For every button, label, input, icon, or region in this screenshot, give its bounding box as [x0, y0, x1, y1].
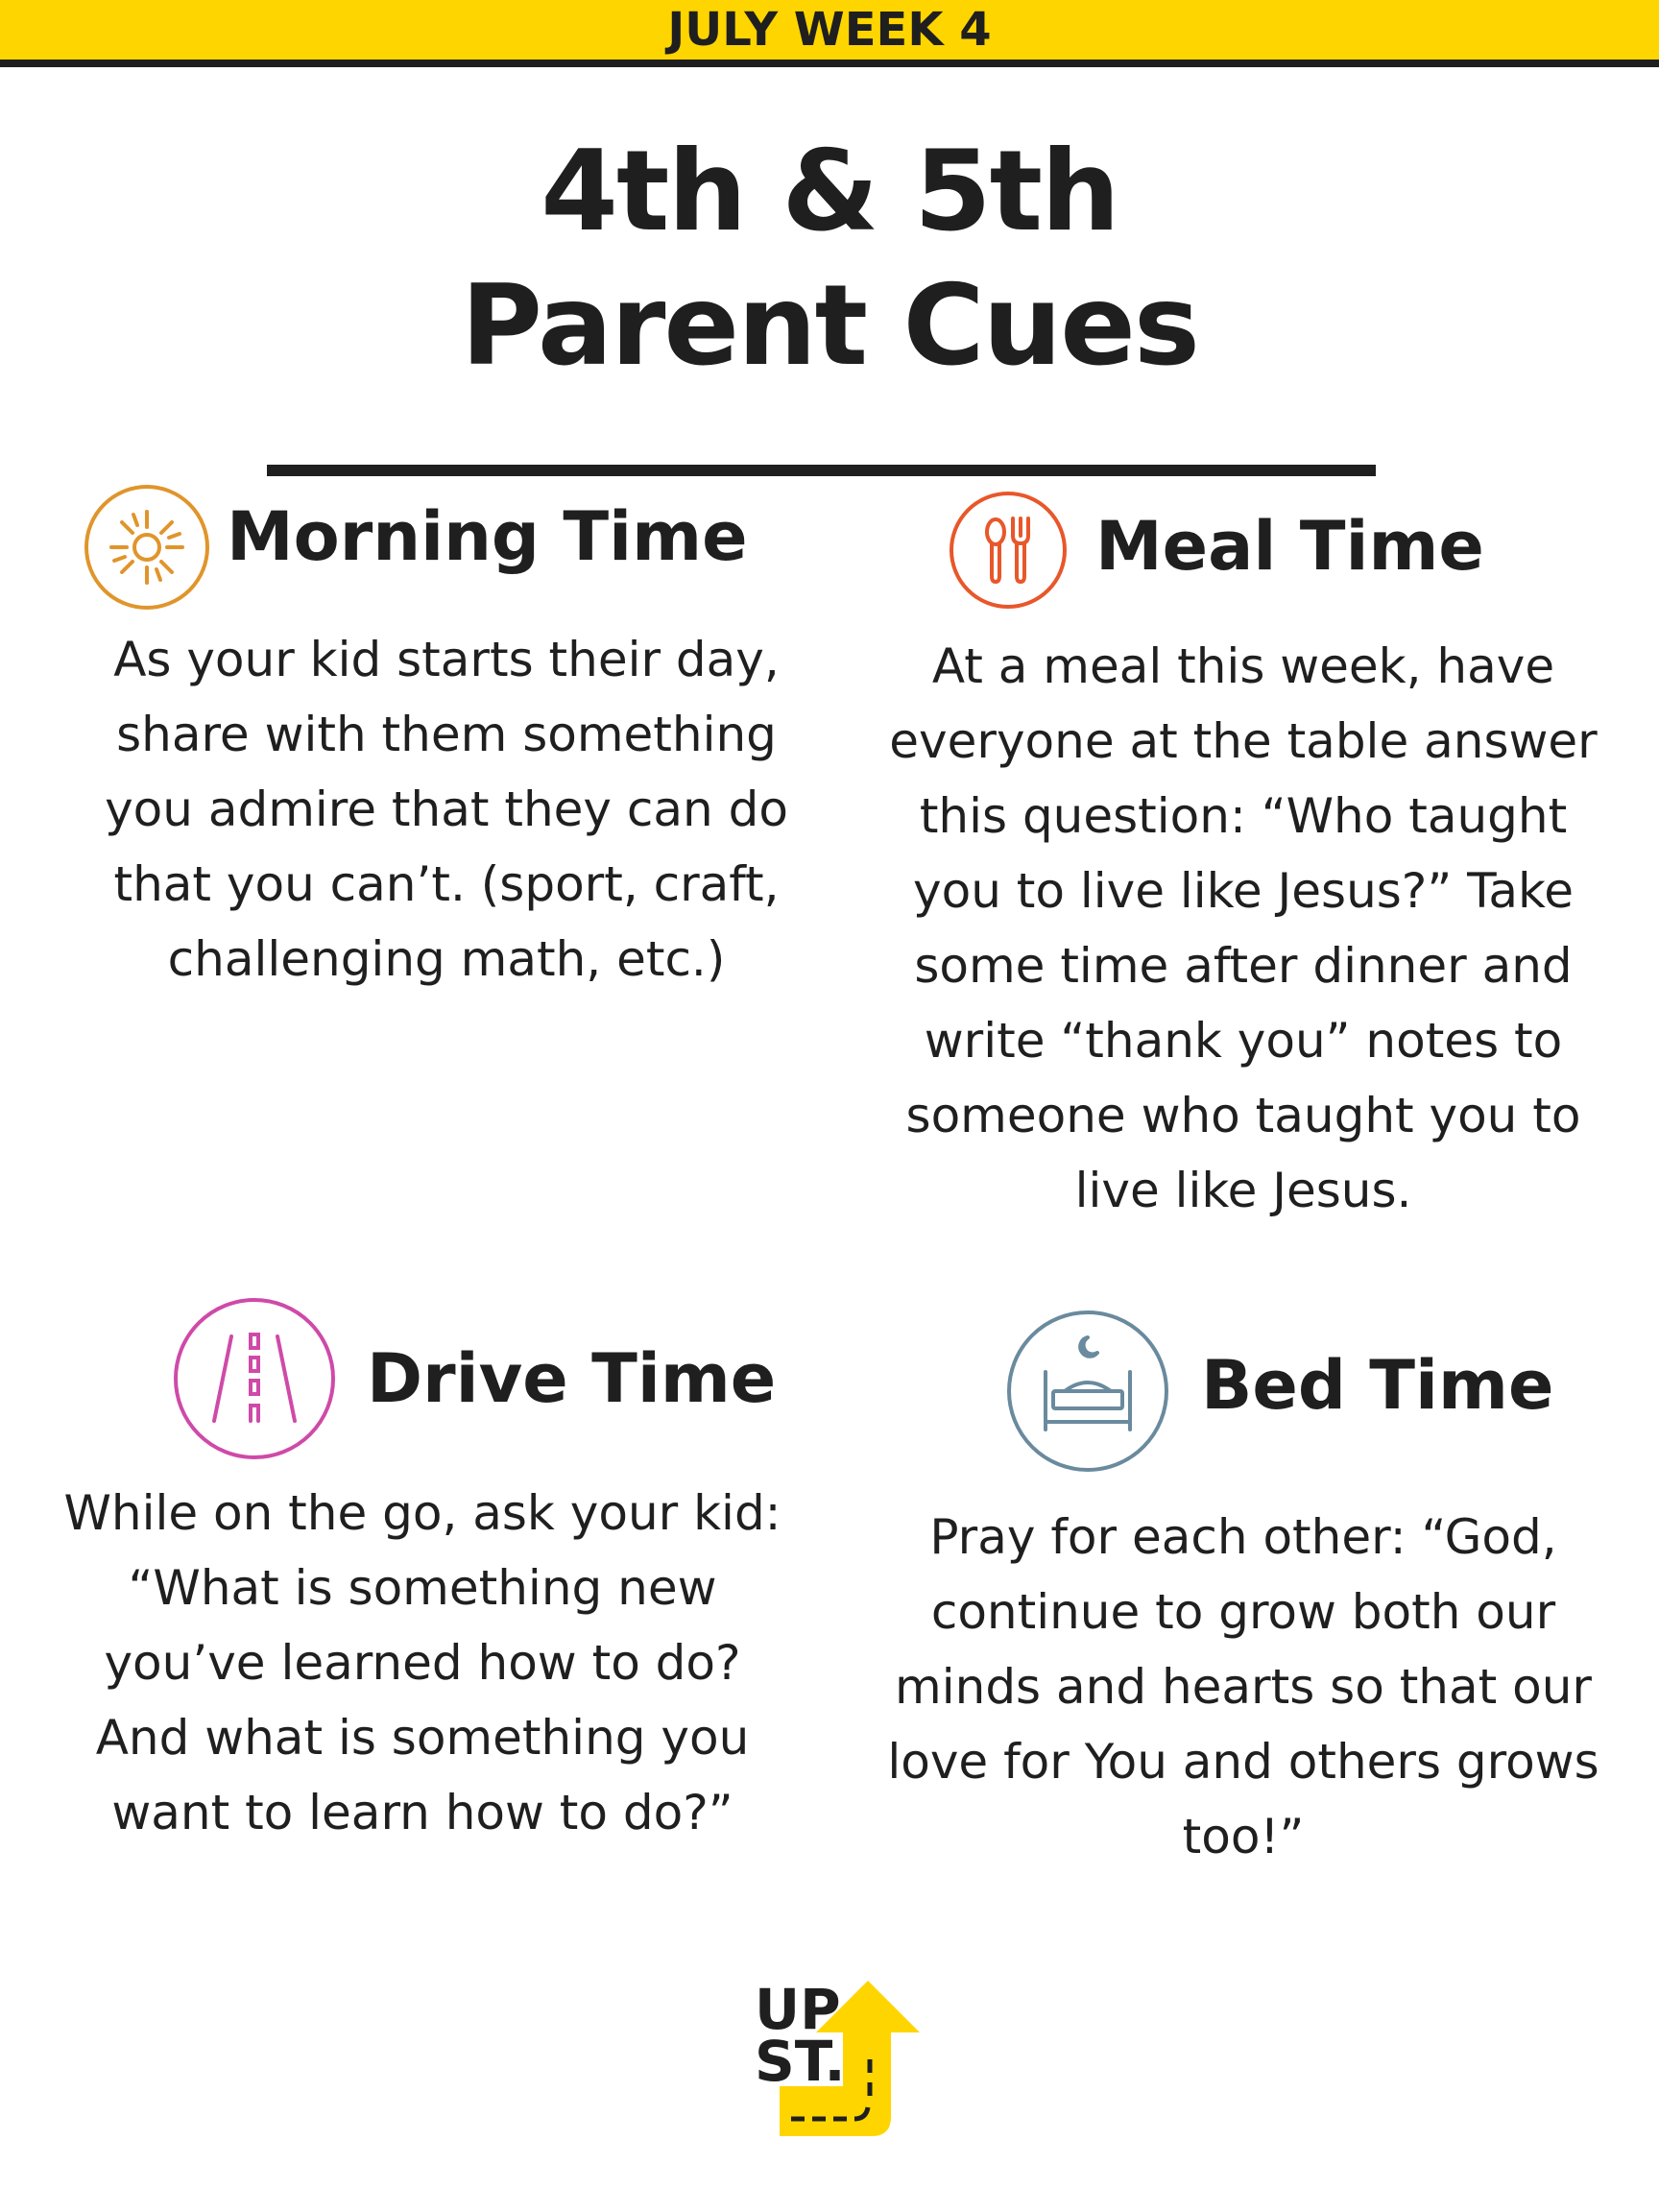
road-icon — [172, 1296, 337, 1461]
logo-line-2: ST. — [755, 2029, 846, 2094]
drive-time-heading: Drive Time — [367, 1339, 777, 1418]
bed-time-heading: Bed Time — [1201, 1346, 1554, 1425]
title-line-1: 4th & 5th — [541, 127, 1118, 256]
week-label: JULY WEEK 4 — [667, 3, 992, 57]
week-banner — [0, 0, 1659, 67]
logo-line-1: UP — [755, 1977, 841, 2042]
morning-time-heading: Morning Time — [227, 497, 748, 576]
page-title — [0, 125, 1659, 394]
morning-time-text: As your kid starts their day, share with them something you admire that they can do that you can’t. (sport, craft, challenging math, etc.) — [105, 632, 788, 987]
meal-time-text: At a meal this week, have everyone at the table answer this question: “Who taught you to live like Jesus?” Take some time after dinner and write “thank you” notes to someone who taught you to live like Jesus. — [889, 638, 1598, 1218]
upstreet-logo — [751, 1973, 924, 2151]
bed-time-text: Pray for each other: “God, continue to grow both our minds and hearts so that our love for You and others grows too!” — [887, 1509, 1599, 1864]
title-line-2: Parent Cues — [461, 261, 1198, 391]
sun-icon — [83, 483, 211, 612]
utensils-icon — [948, 490, 1069, 611]
drive-time-text: While on the go, ask your kid: “What is something new you’ve learned how to do? And what is something you want to learn how to do?” — [63, 1485, 781, 1840]
meal-time-heading: Meal Time — [1095, 507, 1484, 586]
title-divider — [267, 465, 1376, 476]
bed-icon — [1005, 1309, 1170, 1474]
